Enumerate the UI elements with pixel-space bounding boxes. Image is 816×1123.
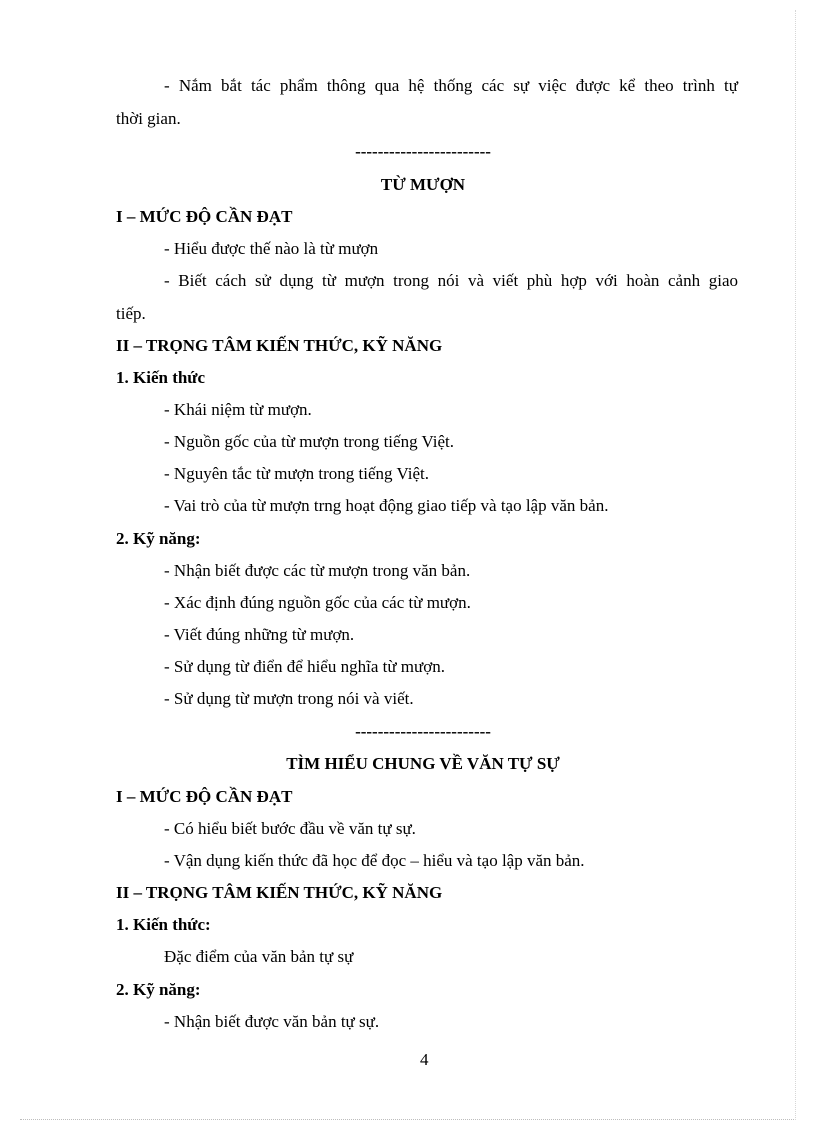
section-title: TÌM HIỂU CHUNG VỀ VĂN TỰ SỰ xyxy=(286,754,560,773)
section-heading: I – MỨC ĐỘ CẦN ĐẠT xyxy=(116,207,293,226)
section-title: TỪ MƯỢN xyxy=(380,175,466,194)
list-item: - Nguyên tắc từ mượn trong tiếng Việt. xyxy=(164,464,429,483)
list-item: - Khái niệm từ mượn. xyxy=(164,400,312,419)
list-item: - Sử dụng từ mượn trong nói và viết. xyxy=(164,689,414,708)
subsection-heading: 1. Kiến thức xyxy=(116,368,206,387)
list-item: - Viết đúng những từ mượn. xyxy=(164,625,355,644)
subsection-heading: 1. Kiến thức: xyxy=(116,915,211,934)
list-item: - Có hiểu biết bước đầu về văn tự sự. xyxy=(164,819,416,838)
separator: ------------------------ xyxy=(355,722,491,741)
page-right-border xyxy=(795,10,796,1120)
list-item: - Nhận biết được các từ mượn trong văn bản. xyxy=(164,561,471,580)
list-item: - Vận dụng kiến thức đã học để đọc – hiểu và tạo lập văn bản. xyxy=(164,851,585,870)
subsection-heading: 2. Kỹ năng: xyxy=(116,980,201,999)
section-heading: I – MỨC ĐỘ CẦN ĐẠT xyxy=(116,787,293,806)
intro-line-2: thời gian. xyxy=(116,109,181,128)
list-item: - Biết cách sử dụng từ mượn trong nói và viết phù hợp với hoàn cảnh giao xyxy=(164,271,738,290)
paragraph: Đặc điểm của văn bản tự sự xyxy=(164,947,354,966)
list-item: - Nguồn gốc của từ mượn trong tiếng Việt. xyxy=(164,432,455,451)
page-number: 4 xyxy=(420,1050,429,1069)
subsection-heading: 2. Kỹ năng: xyxy=(116,529,201,548)
section-heading: II – TRỌNG TÂM KIẾN THỨC, KỸ NĂNG xyxy=(116,336,443,355)
list-item-continuation: tiếp. xyxy=(116,304,146,323)
page-bottom-border xyxy=(20,1119,796,1120)
list-item: - Vai trò của từ mượn trng hoạt động giao tiếp và tạo lập văn bản. xyxy=(164,496,609,515)
section-heading: II – TRỌNG TÂM KIẾN THỨC, KỸ NĂNG xyxy=(116,883,443,902)
intro-line-1: - Nắm bắt tác phẩm thông qua hệ thống các sự việc được kể theo trình tự xyxy=(164,76,738,95)
list-item: - Sử dụng từ điển để hiểu nghĩa từ mượn. xyxy=(164,657,445,676)
separator: ------------------------ xyxy=(355,142,491,161)
list-item: - Xác định đúng nguồn gốc của các từ mượn. xyxy=(164,593,471,612)
list-item: - Hiểu được thế nào là từ mượn xyxy=(164,239,379,258)
list-item: - Nhận biết được văn bản tự sự. xyxy=(164,1012,380,1031)
